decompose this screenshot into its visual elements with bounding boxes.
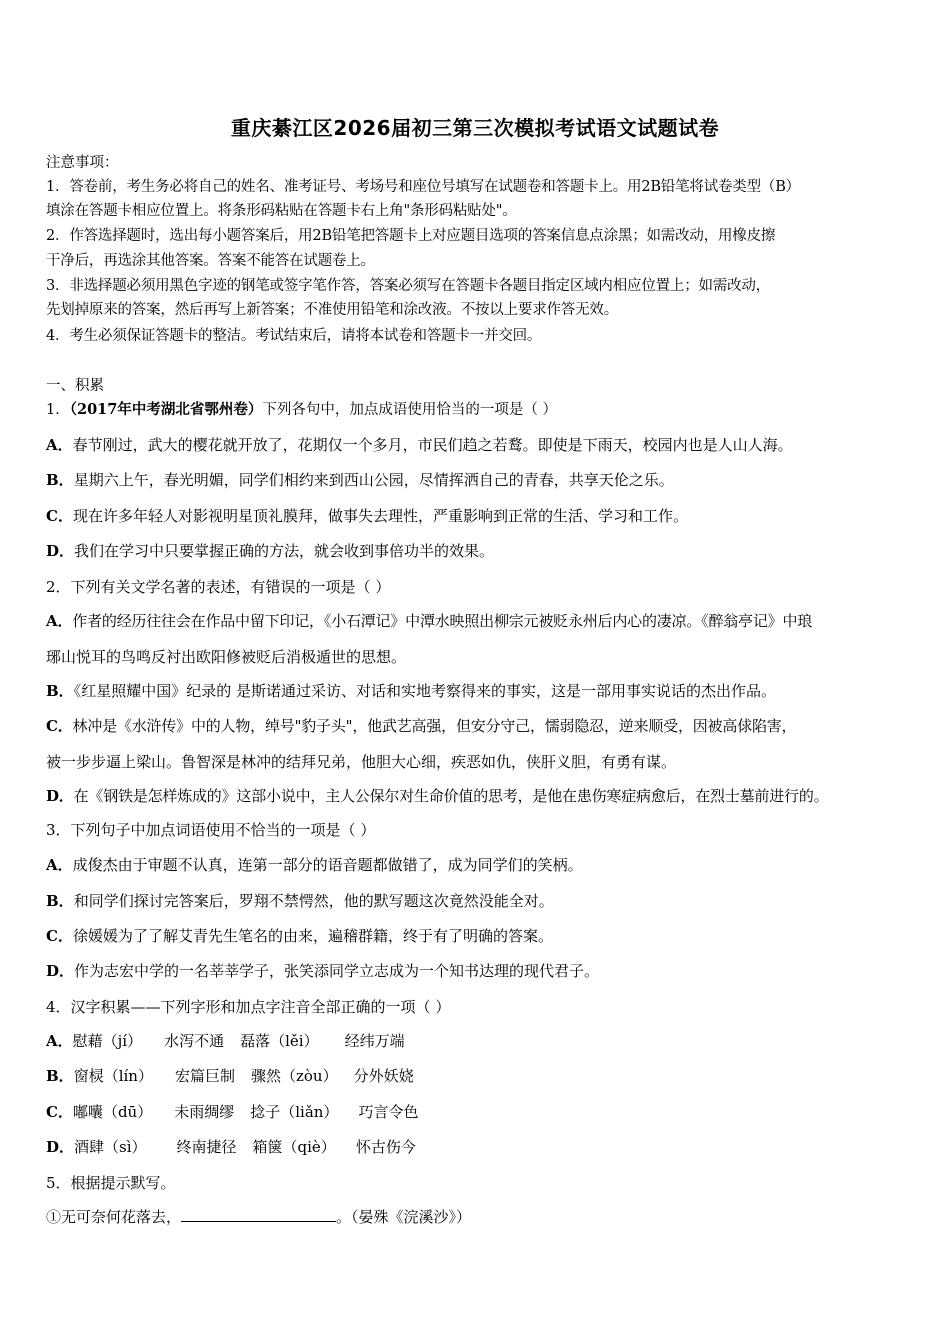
option-label: D． <box>46 542 75 560</box>
option-label: C． <box>46 717 73 735</box>
question-4-option-c <box>46 1102 916 1122</box>
option-part: 捻子（liǎn） <box>250 1103 339 1121</box>
question-2-stem: 2．下列有关文学名著的表述，有错误的一项是（ ） <box>46 578 391 596</box>
question-2-option-a-cont: 琊山悦耳的鸟鸣反衬出欧阳修被贬后消极遁世的思想。 <box>46 648 407 666</box>
option-label: B． <box>46 892 74 910</box>
page-title: 重庆綦江区2026届初三第三次模拟考试语文试题试卷 <box>230 116 720 140</box>
option-label: B． <box>46 682 74 700</box>
option-part: 巧言令色 <box>358 1103 419 1121</box>
option-label: B． <box>46 1067 74 1085</box>
question-1-option-b <box>46 470 916 490</box>
notice-line: 干净后，再选涂其他答案。答案不能答在试题卷上。 <box>46 253 375 269</box>
section-heading: 一、积累 <box>46 378 104 394</box>
question-5-stem: 5．根据提示默写。 <box>46 1174 176 1192</box>
option-part: 分外妖娆 <box>353 1067 414 1085</box>
option-text: 作者的经历往往会在作品中留下印记，《小石潭记》中潭水映照出柳宗元被贬永州后内心的凄凉。《醉翁亭记》中琅 <box>72 612 813 630</box>
option-label: D． <box>46 787 74 805</box>
question-3-option-d <box>46 961 916 981</box>
question-1-option-d <box>46 541 916 561</box>
option-text: 在《钢铁是怎样炼成的》这部小说中，主人公保尔对生命价值的思考，是他在患伤寒症病愈后，在烈士墓前进行的。 <box>73 787 829 805</box>
option-label: C． <box>46 927 73 945</box>
option-part: 嘟囔（dū） <box>72 1103 153 1121</box>
option-part: 终南捷径 <box>176 1138 237 1156</box>
notice-heading: 注意事项： <box>46 155 119 171</box>
option-text: 作为志宏中学的一名莘莘学子，张笑添同学立志成为一个知书达理的现代君子。 <box>74 962 600 980</box>
option-part: 磊落（lěi） <box>240 1032 319 1050</box>
fill-source: 。（晏殊《浣溪沙》） <box>336 1208 472 1226</box>
question-2-option-a <box>46 611 916 631</box>
option-part: 水泻不通 <box>164 1032 225 1050</box>
option-text: 现在许多年轻人对影视明星顶礼膜拜，做事失去理性，严重影响到正常的生活、学习和工作。 <box>72 507 688 525</box>
option-label: D． <box>46 1138 75 1156</box>
option-label: A． <box>46 436 73 454</box>
question-5-item-1 <box>46 1207 916 1227</box>
question-2-option-b <box>46 681 916 701</box>
fill-prompt: ①无可奈何花落去， <box>46 1208 182 1226</box>
option-text: 林冲是《水浒传》中的人物，绰号"豹子头"，他武艺高强，但安分守己，懦弱隐忍，逆来顺受，因被高俅陷害， <box>72 717 797 735</box>
notice-line: 填涂在答题卡相应位置上。将条形码粘贴在答题卡右上角"条形码粘贴处"。 <box>46 203 517 219</box>
question-text: 下列各句中，加点成语使用恰当的一项是（ ） <box>262 402 557 418</box>
question-4-stem: 4．汉字积累——下列字形和加点字注音全部正确的一项（ ） <box>46 998 451 1016</box>
option-part: 箱箧（qiè） <box>252 1138 336 1156</box>
question-number: 1． <box>46 402 70 418</box>
option-part: 骤然（zòu） <box>250 1067 338 1085</box>
option-label: C． <box>46 1103 73 1121</box>
option-label: C． <box>46 507 73 525</box>
option-part: 怀古伤今 <box>355 1138 416 1156</box>
option-label: B． <box>46 471 74 489</box>
notice-line: 3．非选择题必须用黑色字迹的钢笔或签字笔作答，答案必须写在答题卡各题目指定区域内相应位置上；如需改动， <box>46 278 771 294</box>
option-text: 星期六上午，春光明媚，同学们相约来到西山公园，尽情挥洒自己的青春，共享天伦之乐。 <box>73 471 674 489</box>
option-part: 酒肆（sì） <box>74 1138 147 1156</box>
option-label: A． <box>46 1032 73 1050</box>
option-label: A． <box>46 612 73 630</box>
answer-blank[interactable] <box>181 1207 336 1222</box>
option-part: 窗棂（lín） <box>73 1067 153 1085</box>
option-text: 《红星照耀中国》纪录的 是斯诺通过采访、对话和实地考察得来的事实，这是一部用事实说话的杰出作品。 <box>73 682 776 700</box>
question-3-stem: 3．下列句子中加点词语使用不恰当的一项是（ ） <box>46 821 376 839</box>
question-1-option-a <box>46 435 916 455</box>
question-2-option-c-cont: 被一步步逼上梁山。鲁智深是林冲的结拜兄弟，他胆大心细，疾恶如仇，侠肝义胆，有勇有谋。 <box>46 753 677 771</box>
question-2-option-c <box>46 716 916 736</box>
question-1-option-c <box>46 506 916 526</box>
question-3-option-c <box>46 926 916 946</box>
question-3-option-b <box>46 891 916 911</box>
option-part: 慰藉（jí） <box>72 1032 143 1050</box>
question-4-option-d <box>46 1137 916 1157</box>
notice-line: 先划掉原来的答案，然后再写上新答案；不准使用铅笔和涂改液。不按以上要求作答无效。 <box>46 302 618 318</box>
question-1-stem <box>46 400 916 420</box>
option-text: 成俊杰由于审题不认真，连第一部分的语音题都做错了，成为同学们的笑柄。 <box>72 856 583 874</box>
question-4-option-b <box>46 1066 916 1086</box>
option-label: D． <box>46 962 75 980</box>
question-3-option-a <box>46 855 916 875</box>
option-label: A． <box>46 856 73 874</box>
notice-line: 2．作答选择题时，选出每小题答案后，用2B铅笔把答题卡上对应题目选项的答案信息点涂黑；如需改动，用橡皮擦 <box>46 228 776 244</box>
option-text: 徐媛媛为了了解艾青先生笔名的由来，遍稽群籍，终于有了明确的答案。 <box>72 927 553 945</box>
option-part: 宏篇巨制 <box>174 1067 235 1085</box>
question-2-option-d <box>46 786 916 806</box>
question-source: （2017年中考湖北省鄂州卷） <box>69 401 263 418</box>
option-text: 我们在学习中只要掌握正确的方法，就会收到事倍功半的效果。 <box>74 542 495 560</box>
option-part: 经纬万端 <box>344 1032 405 1050</box>
question-4-option-a <box>46 1031 916 1051</box>
option-text: 和同学们探讨完答案后，罗翔不禁愕然，他的默写题这次竟然没能全对。 <box>73 892 554 910</box>
option-part: 未雨绸缪 <box>174 1103 235 1121</box>
option-text: 春节刚过，武大的樱花就开放了，花期仅一个多月，市民们趋之若鹜。即使是下雨天，校园内也是人山人海。 <box>72 436 793 454</box>
notice-line: 4．考生必须保证答题卡的整洁。考试结束后，请将本试卷和答题卡一并交回。 <box>46 328 542 344</box>
notice-line: 1．答卷前，考生务必将自己的姓名、准考证号、考场号和座位号填写在试题卷和答题卡上。用2B铅笔将试卷类型（B） <box>46 179 800 195</box>
